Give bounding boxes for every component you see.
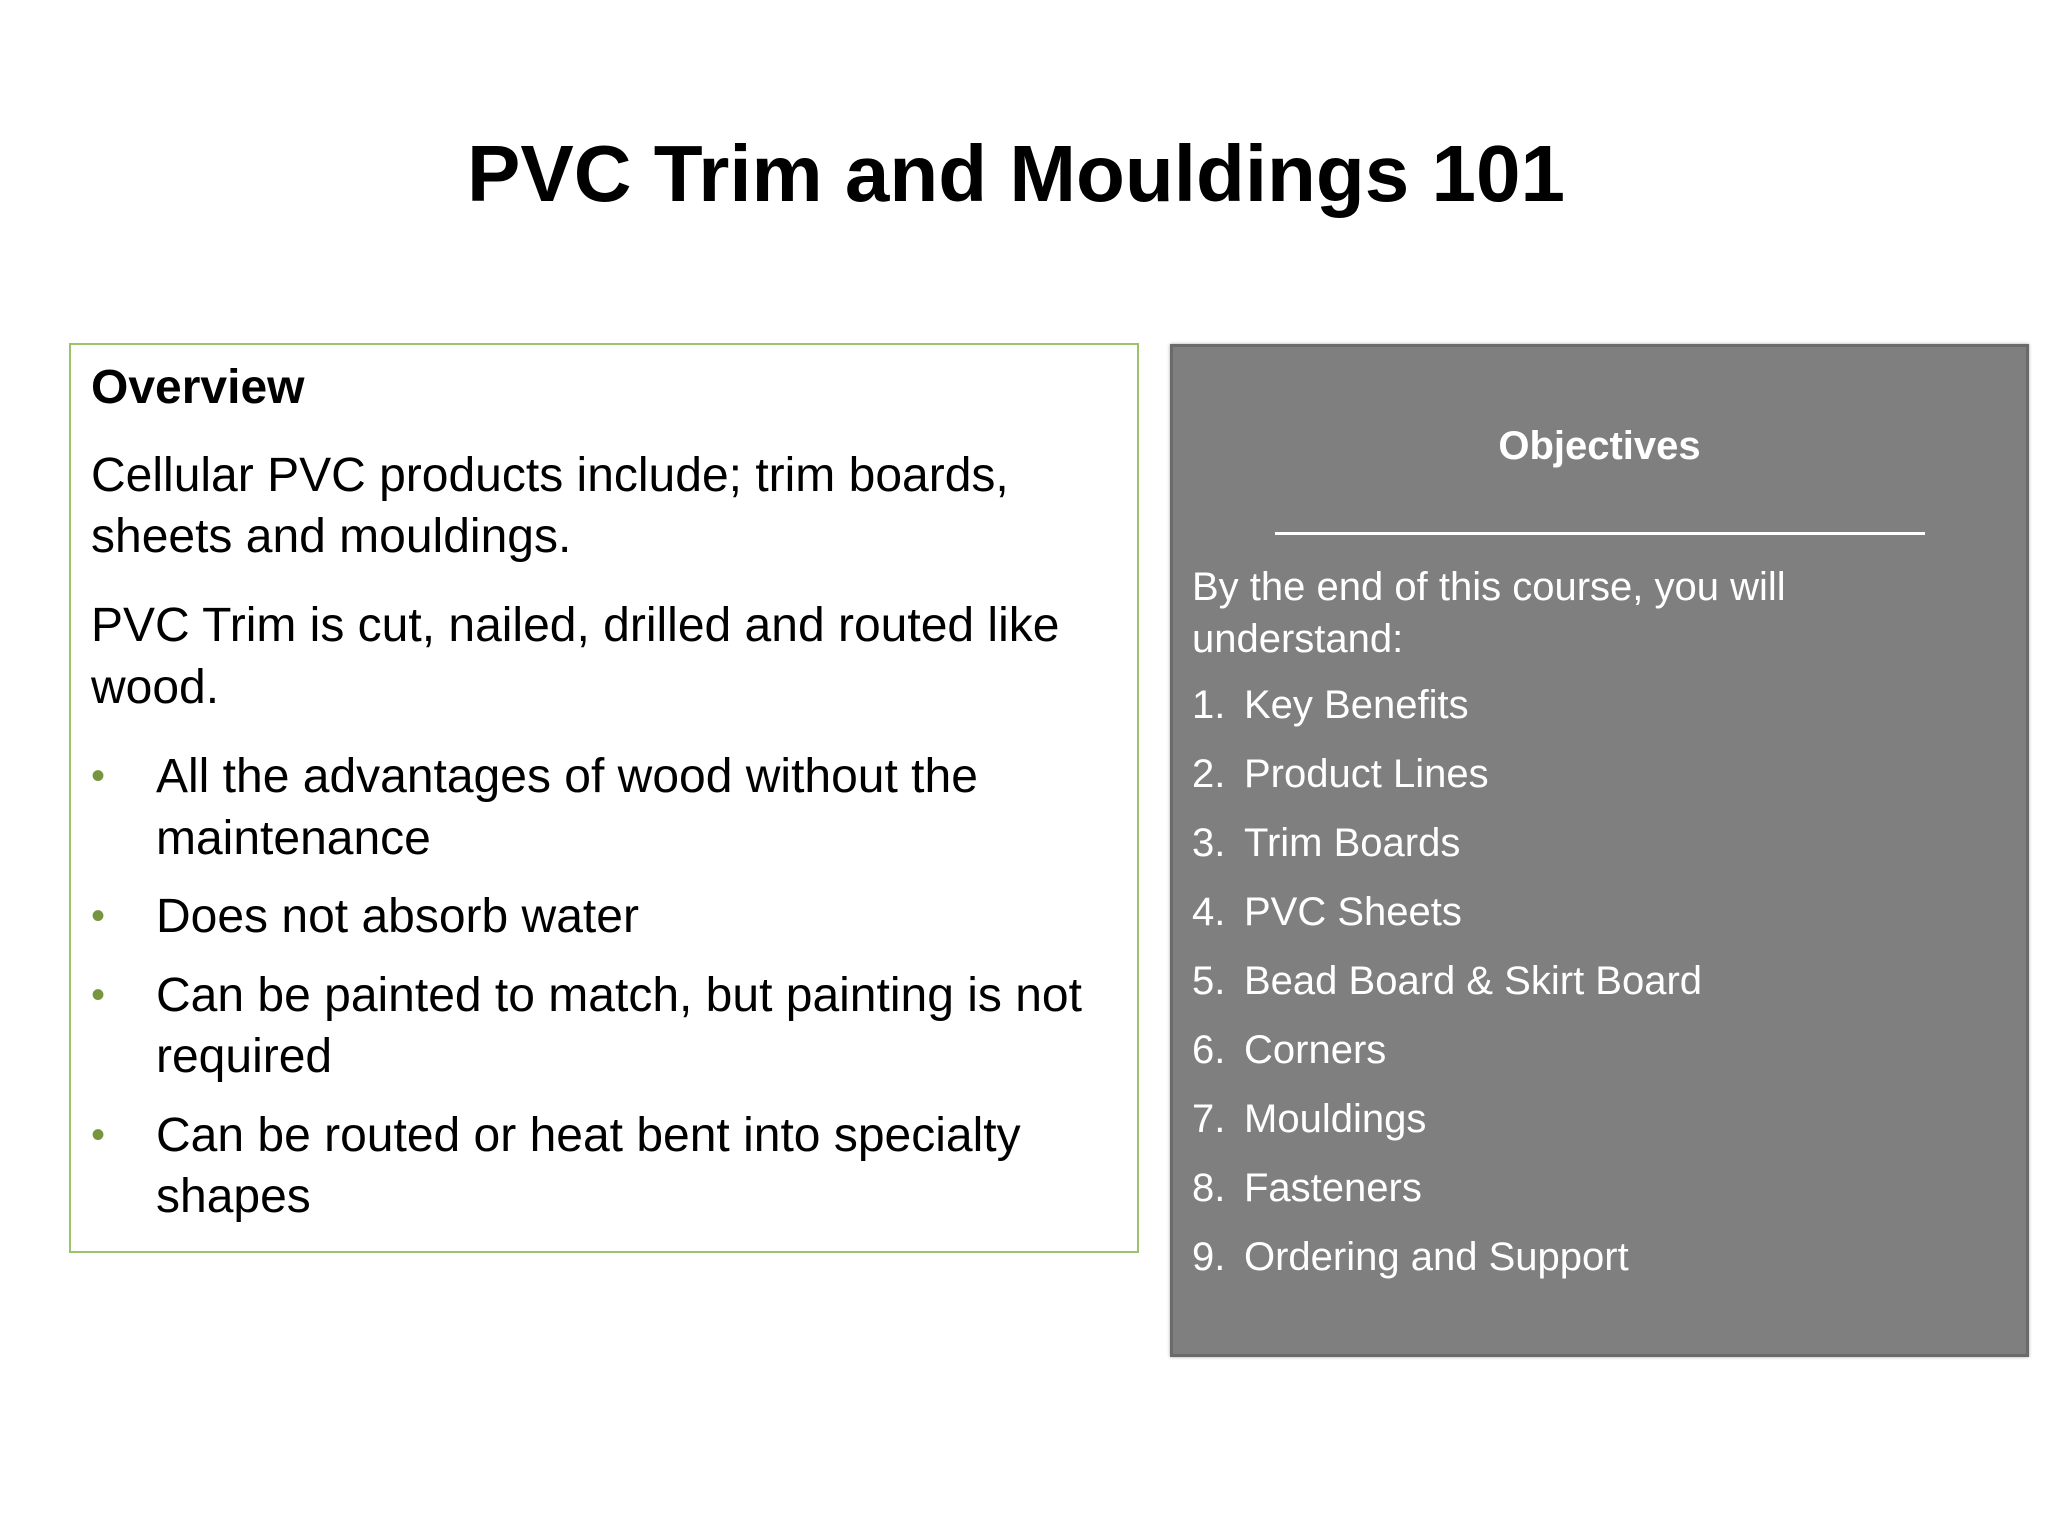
bullet-icon: •: [91, 754, 106, 799]
overview-box: [69, 343, 1139, 1253]
objectives-heading: Objectives: [1498, 424, 1701, 468]
objective-label: Trim Boards: [1244, 821, 1461, 865]
objective-label: Product Lines: [1244, 752, 1489, 796]
list-item: [91, 965, 1117, 1088]
bullet-icon: •: [91, 1112, 106, 1157]
bullet-icon: •: [91, 972, 106, 1017]
objective-number: 1.: [1192, 683, 1226, 727]
overview-paragraph-2: PVC Trim is cut, nailed, drilled and routed like wood.: [91, 599, 1060, 714]
objective-label: Fasteners: [1244, 1166, 1422, 1210]
objective-number: 4.: [1192, 890, 1226, 934]
objective-item-trim-boards: [1192, 817, 2007, 886]
objective-number: 9.: [1192, 1235, 1226, 1279]
objective-label: Corners: [1244, 1028, 1387, 1072]
overview-paragraph-1: Cellular PVC products include; trim boards, sheets and mouldings.: [91, 448, 1009, 564]
objective-label: Mouldings: [1244, 1097, 1427, 1141]
objective-label: Key Benefits: [1244, 683, 1469, 727]
list-item: [91, 1105, 1117, 1228]
objective-item-pvc-sheets: [1192, 886, 2007, 955]
objective-item-fasteners: [1192, 1162, 2007, 1231]
objective-item-ordering-support: [1192, 1231, 2007, 1300]
objective-number: 6.: [1192, 1028, 1226, 1072]
objective-number: 5.: [1192, 959, 1226, 1003]
objectives-panel: [1170, 344, 2029, 1357]
objective-item-key-benefits: [1192, 679, 2007, 748]
bullet-text: Can be painted to match, but painting is not required: [156, 968, 1082, 1084]
bullet-text: Can be routed or heat bent into specialty shapes: [156, 1108, 1021, 1223]
list-item: [91, 886, 1117, 947]
objective-item-bead-board: [1192, 955, 2007, 1024]
overview-heading: Overview: [91, 361, 305, 414]
bullet-icon: •: [91, 894, 106, 939]
list-item: [91, 746, 1117, 869]
objective-number: 2.: [1192, 752, 1226, 796]
objective-item-mouldings: [1192, 1093, 2007, 1162]
objectives-list: [1192, 679, 2007, 1300]
objective-number: 3.: [1192, 821, 1226, 865]
objective-label: Ordering and Support: [1244, 1235, 1629, 1279]
slide-title: PVC Trim and Mouldings 101: [467, 129, 1565, 218]
objective-item-corners: [1192, 1024, 2007, 1093]
objective-label: PVC Sheets: [1244, 890, 1462, 934]
overview-bullet-list: [91, 746, 1117, 1227]
objective-label: Bead Board & Skirt Board: [1244, 959, 1703, 1003]
bullet-text: All the advantages of wood without the maintenance: [156, 750, 978, 865]
objective-number: 7.: [1192, 1097, 1226, 1141]
bullet-text: Does not absorb water: [156, 890, 639, 944]
objectives-divider: [1275, 532, 1925, 535]
objective-number: 8.: [1192, 1166, 1226, 1210]
objectives-intro: By the end of this course, you will understand:: [1192, 565, 1786, 661]
objective-item-product-lines: [1192, 748, 2007, 817]
